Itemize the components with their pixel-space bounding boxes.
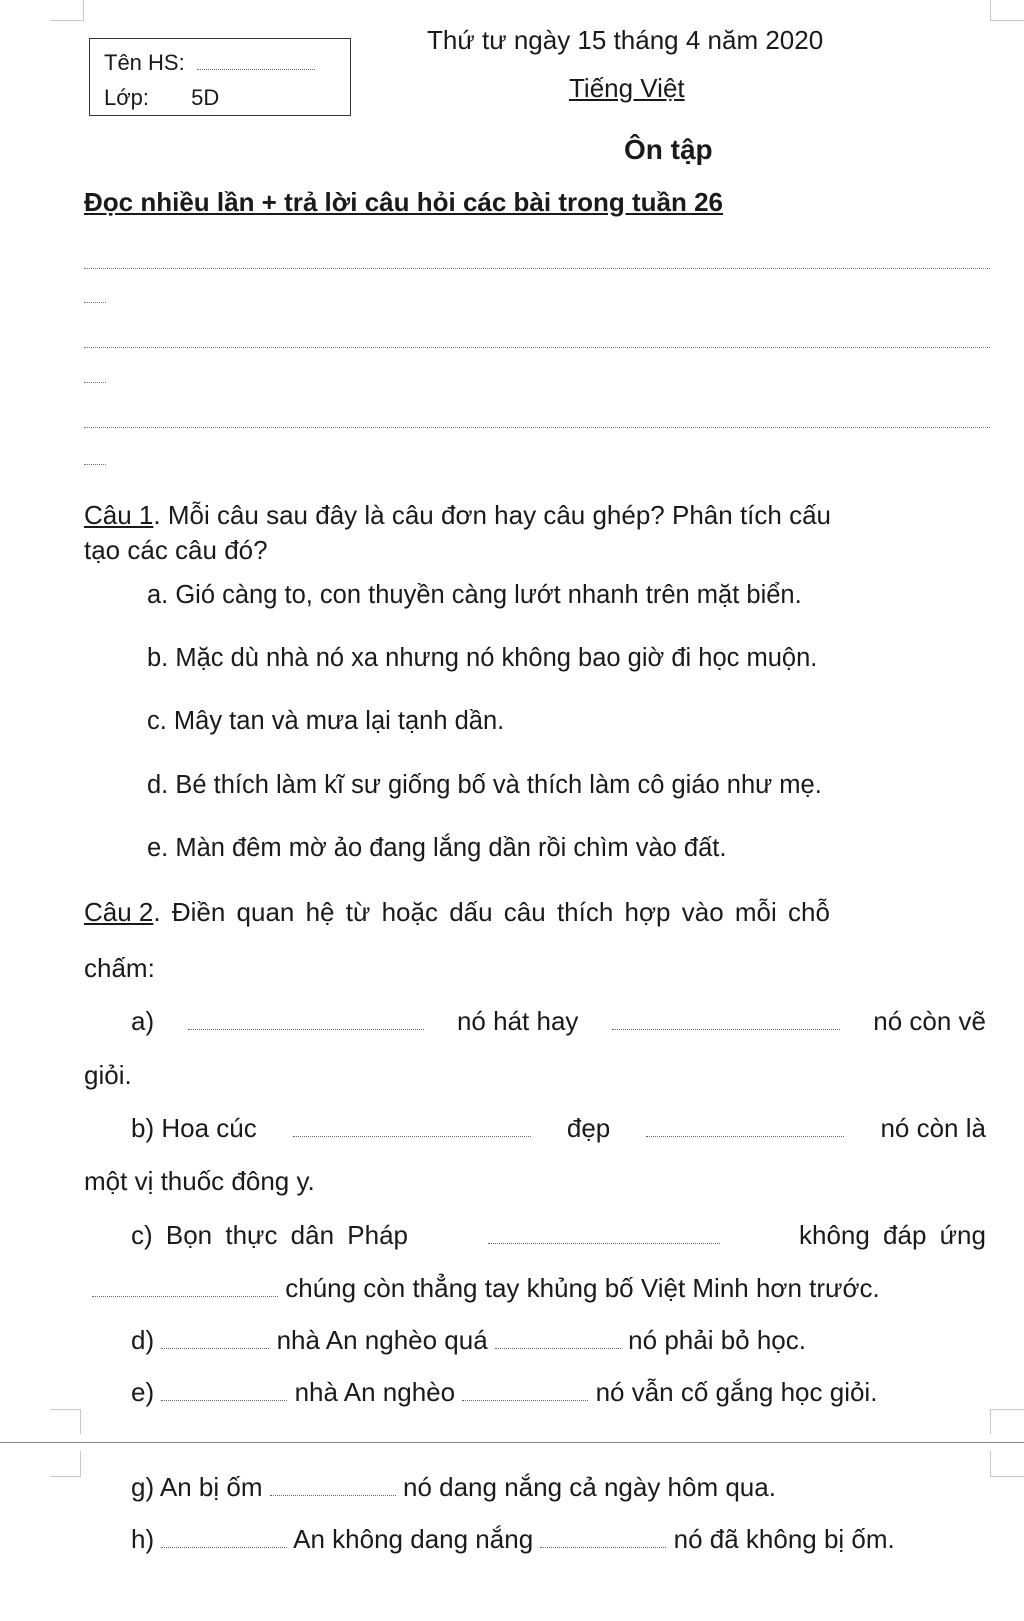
- item-d-blank-1[interactable]: [161, 1328, 269, 1349]
- item-a-end: nó còn vẽ: [873, 1006, 986, 1036]
- question2-label: Câu 2: [84, 897, 154, 927]
- class-line: [104, 85, 219, 111]
- item-h-prefix: h): [131, 1524, 155, 1554]
- item-a-blank-1[interactable]: [188, 1009, 424, 1030]
- corner-mark-mid-right-top: [990, 1409, 1024, 1434]
- item-e-blank-1[interactable]: [161, 1380, 287, 1401]
- student-name-label: Tên HS:: [104, 50, 185, 75]
- question2-item-a: [84, 1006, 986, 1037]
- corner-mark-mid-right-bottom: [990, 1451, 1024, 1477]
- item-e-end: nó vẫn cố gắng học giỏi.: [595, 1377, 878, 1407]
- question1-item-e: e. Màn đêm mờ ảo đang lắng dần rồi chìm vào đất.: [147, 834, 727, 862]
- corner-mark-mid-left-top: [50, 1409, 81, 1434]
- question1-item-a: a. Gió càng to, con thuyền càng lướt nhanh trên mặt biển.: [147, 581, 802, 609]
- item-h-blank-1[interactable]: [161, 1527, 287, 1548]
- item-c-continuation: chúng còn thẳng tay khủng bố Việt Minh hơn trước.: [285, 1273, 880, 1303]
- item-b-continuation: một vị thuốc đông y.: [84, 1166, 315, 1196]
- item-b-blank-1[interactable]: [293, 1116, 531, 1137]
- item-c-continuation-line: [92, 1273, 880, 1304]
- question2-item-b: [84, 1113, 986, 1144]
- question2-line1: [84, 897, 830, 928]
- student-name-line: [104, 49, 315, 76]
- question1-line2: tạo các câu đó?: [84, 535, 268, 565]
- answer-line-continuation: [84, 382, 106, 383]
- item-a-mid: nó hát hay: [456, 1006, 579, 1036]
- corner-mark-top-right: [990, 0, 1024, 21]
- question1-line1: [84, 500, 831, 531]
- question2-line2: chấm:: [84, 953, 155, 983]
- question2-text: . Điền quan hệ từ hoặc dấu câu thích hợp vào mỗi chỗ: [153, 897, 830, 927]
- class-value: 5D: [191, 85, 220, 110]
- item-c-blank-1[interactable]: [488, 1223, 720, 1244]
- item-e-mid: nhà An nghèo: [294, 1377, 456, 1407]
- item-b-prefix: b) Hoa cúc: [131, 1113, 257, 1143]
- student-info-box: [89, 38, 351, 116]
- question1-item-c: c. Mây tan và mưa lại tạnh dần.: [147, 707, 505, 735]
- item-h-mid: An không dang nắng: [293, 1524, 534, 1554]
- question1-text: . Mỗi câu sau đây là câu đơn hay câu ghép? Phân tích cấu: [153, 500, 831, 530]
- page-title: Ôn tập: [624, 134, 713, 165]
- item-d-prefix: d): [131, 1325, 155, 1355]
- item-c-end: không đáp ứng: [798, 1220, 986, 1250]
- question2-item-c: [84, 1220, 986, 1251]
- item-g-blank-1[interactable]: [270, 1475, 396, 1496]
- answer-line[interactable]: [84, 347, 990, 348]
- item-h-blank-2[interactable]: [540, 1527, 666, 1548]
- item-b-mid: đẹp: [566, 1113, 611, 1143]
- item-a-blank-2[interactable]: [612, 1009, 840, 1030]
- item-c-prefix: c) Bọn thực dân Pháp: [131, 1220, 409, 1250]
- page-break-divider: [0, 1442, 1024, 1443]
- class-label: Lớp:: [104, 85, 150, 110]
- item-a-continuation: giỏi.: [84, 1060, 132, 1090]
- answer-line-continuation: [84, 302, 106, 303]
- answer-line[interactable]: [84, 427, 990, 428]
- item-d-blank-2[interactable]: [495, 1328, 621, 1349]
- question2-item-h: [131, 1524, 895, 1555]
- item-d-end: nó phải bỏ học.: [628, 1325, 806, 1355]
- item-c-blank-2[interactable]: [92, 1276, 278, 1297]
- item-b-blank-2[interactable]: [646, 1116, 844, 1137]
- question2-item-g: [131, 1472, 776, 1503]
- instruction-heading: Đọc nhiều lần + trả lời câu hỏi các bài trong tuần 26: [84, 187, 724, 217]
- corner-mark-top-left: [50, 0, 84, 21]
- answer-line-continuation: [84, 464, 106, 465]
- item-g-end: nó dang nắng cả ngày hôm qua.: [402, 1472, 776, 1502]
- question2-item-e: [131, 1377, 877, 1408]
- subject-heading: Tiếng Việt: [569, 73, 685, 103]
- item-h-end: nó đã không bị ốm.: [673, 1524, 895, 1554]
- date-heading: Thứ tư ngày 15 tháng 4 năm 2020: [427, 25, 824, 55]
- item-e-prefix: e): [131, 1377, 155, 1407]
- corner-mark-mid-left-bottom: [50, 1451, 81, 1477]
- item-b-end: nó còn là: [880, 1113, 986, 1143]
- item-g-prefix: g) An bị ốm: [131, 1472, 263, 1502]
- item-d-mid: nhà An nghèo quá: [276, 1325, 488, 1355]
- question1-item-d: d. Bé thích làm kĩ sư giống bố và thích làm cô giáo như mẹ.: [147, 771, 822, 799]
- answer-line[interactable]: [84, 268, 990, 269]
- item-e-blank-2[interactable]: [462, 1380, 588, 1401]
- question1-item-b: b. Mặc dù nhà nó xa nhưng nó không bao giờ đi học muộn.: [147, 644, 818, 672]
- item-a-prefix: a): [131, 1006, 155, 1036]
- question1-label: Câu 1: [84, 500, 154, 530]
- student-name-blank[interactable]: [197, 49, 315, 70]
- question2-item-d: [131, 1325, 806, 1356]
